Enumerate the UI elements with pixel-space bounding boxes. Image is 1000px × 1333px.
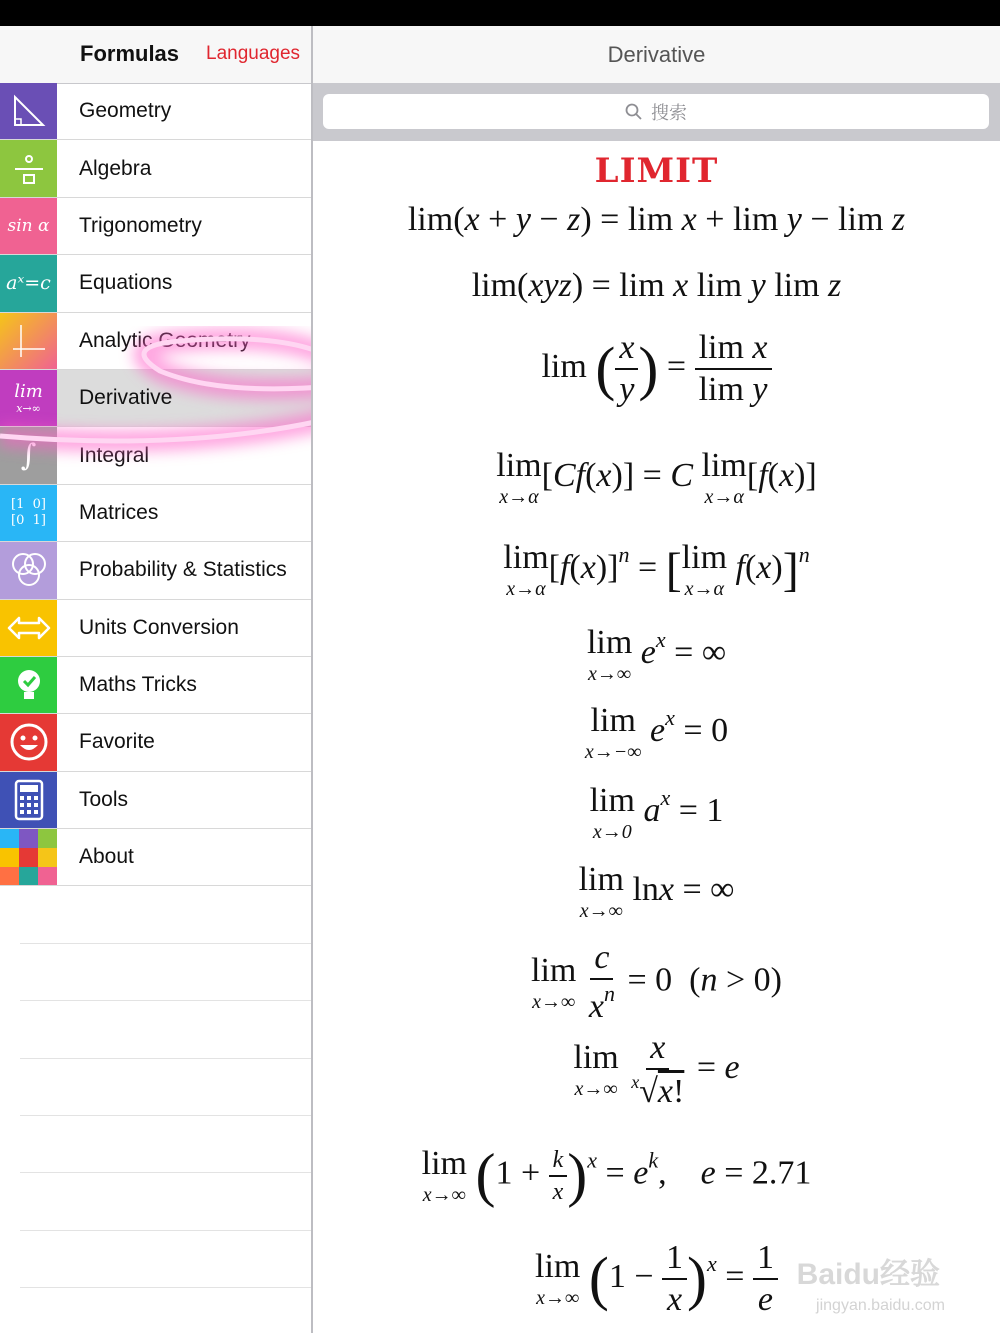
menu-item-maths-tricks[interactable]: [0, 657, 312, 714]
integral-icon: ∫: [0, 427, 57, 483]
menu-item-tools[interactable]: [0, 772, 312, 829]
menu-item-favorite[interactable]: [0, 714, 312, 771]
formula-content: [313, 141, 1000, 1333]
lightbulb-icon: [0, 657, 57, 713]
menu-item-matrices[interactable]: [0, 485, 312, 542]
menu-item-label: Probability & Statistics: [79, 558, 287, 582]
sidebar-header: [0, 26, 312, 84]
formula-limit-power-zero: lim x→0 $a^x = 1$: [589, 782, 724, 843]
menu-item-units-conversion[interactable]: [0, 600, 312, 657]
menu-item-analytic-geometry[interactable]: [0, 313, 312, 370]
sin-icon: sin α: [0, 198, 57, 254]
formula-limit-product: lim(xyz) = lim x lim y lim z: [471, 267, 842, 304]
formula-limit-e-k: lim x→∞ (1 + $\frac{k}{x}$ )$^x = e^k$, e = 2.71: [421, 1142, 812, 1208]
empty-row: [20, 1001, 312, 1058]
sidebar-title: Formulas: [80, 41, 180, 66]
formula-limit-exp-neg-inf: lim x→−∞ $e^x = 0$: [584, 702, 729, 763]
formula-limit-constant: lim x→α [Cf(x)] = C lim x→α [f(x)]: [496, 447, 817, 508]
menu-item-geometry[interactable]: [0, 83, 312, 140]
axes-icon: [0, 313, 57, 369]
section-title: LIMIT: [594, 151, 719, 191]
search-bar: [313, 83, 1000, 141]
menu-item-label: Derivative: [79, 386, 173, 410]
status-bar: [0, 0, 1000, 26]
menu-item-about[interactable]: [0, 829, 312, 886]
empty-row: [20, 1231, 312, 1288]
formula-limit-ln: lim x→∞ lnx = ∞: [578, 861, 735, 922]
menu-item-label: Equations: [79, 271, 173, 295]
empty-row: [20, 1116, 312, 1173]
formula-limit-power: lim x→α $[f(x)]^n = [\lim$ x→α f(x)]$^n$: [503, 539, 810, 600]
menu-item-label: Algebra: [79, 156, 152, 180]
menu-item-label: Maths Tricks: [79, 673, 197, 697]
search-icon: [625, 103, 643, 121]
search-input[interactable]: [323, 94, 989, 129]
formula-limit-exp-inf: lim x→∞ $e^x$ = ∞: [586, 624, 727, 685]
empty-row: [20, 944, 312, 1001]
formula-limit-sum: lim(x + y − z) = lim x + lim y − lim z: [407, 201, 906, 238]
menu-item-derivative[interactable]: [0, 370, 312, 427]
calculator-icon: [0, 772, 57, 828]
languages-button[interactable]: Languages: [206, 43, 301, 64]
menu-item-label: Integral: [79, 443, 150, 467]
detail-title: Derivative: [607, 42, 706, 67]
menu-item-label: Matrices: [79, 500, 159, 524]
menu-item-label: Trigonometry: [79, 213, 202, 237]
category-menu: [0, 83, 312, 1288]
menu-item-label: Favorite: [79, 730, 155, 754]
menu-item-algebra[interactable]: [0, 140, 312, 197]
empty-row: [20, 1173, 312, 1230]
menu-item-label: About: [79, 845, 134, 869]
limit-icon: lim x→∞: [0, 370, 57, 426]
watermark-url: jingyan.baidu.com: [816, 1297, 945, 1314]
formula-limit-stirling: lim x→∞ $\frac{x}{^x√x!}$ = e: [573, 1029, 740, 1110]
smiley-icon: [0, 714, 57, 770]
formula-limit-e-inverse: lim x→∞ (1 − $\frac{1}{x}$ )$^x$ = $\frac{1}{e}$: [313, 1241, 1000, 1317]
menu-item-label: Analytic Geometry: [79, 328, 251, 352]
menu-item-label: Tools: [79, 787, 129, 811]
watermark-logo: Baidu经验: [796, 1258, 940, 1291]
detail-pane: [313, 26, 1000, 1333]
venn-icon: [0, 542, 57, 598]
menu-item-integral[interactable]: [0, 427, 312, 484]
menu-item-equations[interactable]: [0, 255, 312, 312]
triangle-icon: [0, 83, 57, 139]
division-icon: [0, 140, 57, 196]
menu-item-trigonometry[interactable]: [0, 198, 312, 255]
search-placeholder: 搜索: [651, 102, 687, 123]
formula-limit-c-over-xn: lim x→∞ $\frac{c}{x^n}$ = 0 (n > 0): [531, 939, 782, 1025]
sidebar: [0, 26, 312, 1333]
menu-item-label: Units Conversion: [79, 615, 239, 639]
about-grid-icon: [0, 829, 57, 885]
double-arrow-icon: [0, 600, 57, 656]
empty-row: [20, 886, 312, 943]
menu-item-label: Geometry: [79, 99, 172, 123]
formula-limit-quotient: lim ( $\frac{x}{y}$ ) = $\frac{\text{lim x}}{\text{lim y}}$: [313, 331, 1000, 407]
matrix-icon: [1 0] [0 1]: [0, 485, 57, 541]
menu-item-probability-statistics[interactable]: [0, 542, 312, 599]
detail-header: [313, 26, 1000, 83]
empty-row: [20, 1059, 312, 1116]
equation-icon: aˣ=c: [0, 255, 57, 311]
